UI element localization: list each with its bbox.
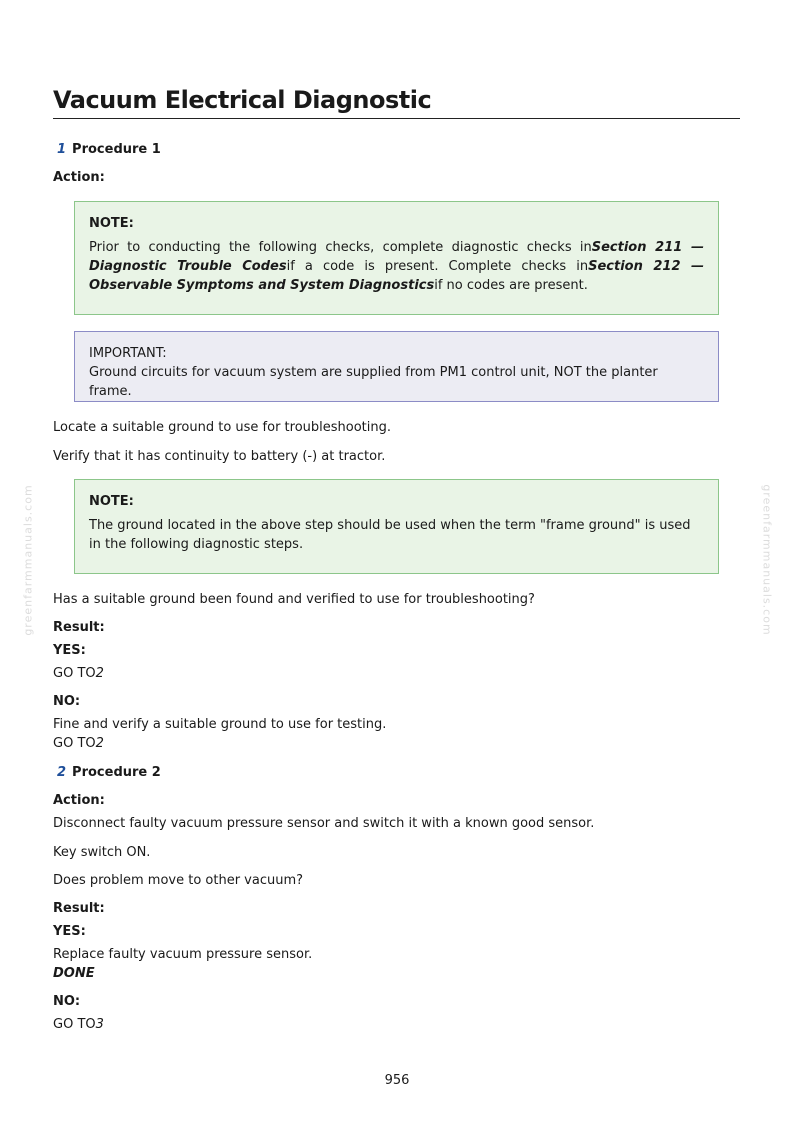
procedure-1-question: Has a suitable ground been found and verified to use for troubleshooting? [53, 592, 535, 607]
important-text: Ground circuits for vacuum system are supplied from PM1 control unit, NOT the planter frame. [89, 365, 658, 399]
goto-link-2[interactable]: 2 [95, 736, 104, 751]
note-box-diagnostic-checks [74, 201, 719, 315]
goto-link-2[interactable]: 2 [95, 666, 104, 681]
goto-text: GO TO [53, 1017, 96, 1032]
procedure-1-yes-goto [53, 666, 104, 681]
watermark-right: greenfarmmanuals.com [760, 484, 774, 636]
note-text [89, 238, 704, 295]
procedure-2-done: DONE [53, 966, 95, 981]
note-title: NOTE: [89, 494, 134, 509]
note-box-frame-ground [74, 479, 719, 574]
procedure-1-step-2: Verify that it has continuity to battery (-) at tractor. [53, 449, 386, 464]
procedure-1-step-1: Locate a suitable ground to use for troubleshooting. [53, 420, 392, 435]
procedure-2-step-1: Disconnect faulty vacuum pressure sensor and switch it with a known good sensor. [53, 816, 595, 831]
goto-link-3[interactable]: 3 [95, 1017, 104, 1032]
section-211-reference: Section 211 — Diagnostic Trouble Codes [89, 240, 704, 274]
procedure-2-yes-label: YES: [53, 924, 86, 939]
procedure-1-no-label: NO: [53, 694, 81, 709]
procedure-1-number: 1 [57, 142, 67, 157]
goto-text: GO TO [53, 666, 96, 681]
note-text-part-c: if no codes are present. [434, 278, 588, 293]
procedure-1-no-goto [53, 736, 104, 751]
procedure-1-result-label: Result: [53, 620, 105, 635]
procedure-2-action-label: Action: [53, 793, 105, 808]
page-title: Vacuum Electrical Diagnostic [53, 86, 740, 119]
note-text: The ground located in the above step should be used when the term "frame ground" is used in the following diagnostic steps. [89, 518, 691, 552]
procedure-2-step-2: Key switch ON. [53, 845, 151, 860]
section-212-reference: Section 212 — Observable Symptoms and System Diagnostics [89, 259, 705, 293]
procedure-2-number: 2 [57, 765, 67, 780]
note-title: NOTE: [89, 216, 134, 231]
important-title: IMPORTANT: [89, 346, 167, 361]
procedure-2-no-goto [53, 1017, 104, 1032]
procedure-2-no-label: NO: [53, 994, 81, 1009]
note-text-part-b: if a code is present. Complete checks in [286, 259, 589, 274]
page-number: 956 [384, 1073, 410, 1088]
important-box [74, 331, 719, 402]
procedure-1-title: Procedure 1 [72, 142, 161, 157]
goto-text: GO TO [53, 736, 96, 751]
procedure-1-heading [57, 142, 161, 157]
note-text-part-a: Prior to conducting the following checks, complete diagnostic checks in [89, 240, 592, 255]
procedure-2-question: Does problem move to other vacuum? [53, 873, 304, 888]
procedure-1-action-label: Action: [53, 170, 105, 185]
watermark-left: greenfarmmanuals.com [21, 484, 35, 636]
procedure-2-result-label: Result: [53, 901, 105, 916]
procedure-1-yes-label: YES: [53, 643, 86, 658]
procedure-1-no-text: Fine and verify a suitable ground to use for testing. [53, 717, 387, 732]
procedure-2-yes-text: Replace faulty vacuum pressure sensor. [53, 947, 313, 962]
procedure-2-title: Procedure 2 [72, 765, 161, 780]
procedure-2-heading [57, 765, 161, 780]
